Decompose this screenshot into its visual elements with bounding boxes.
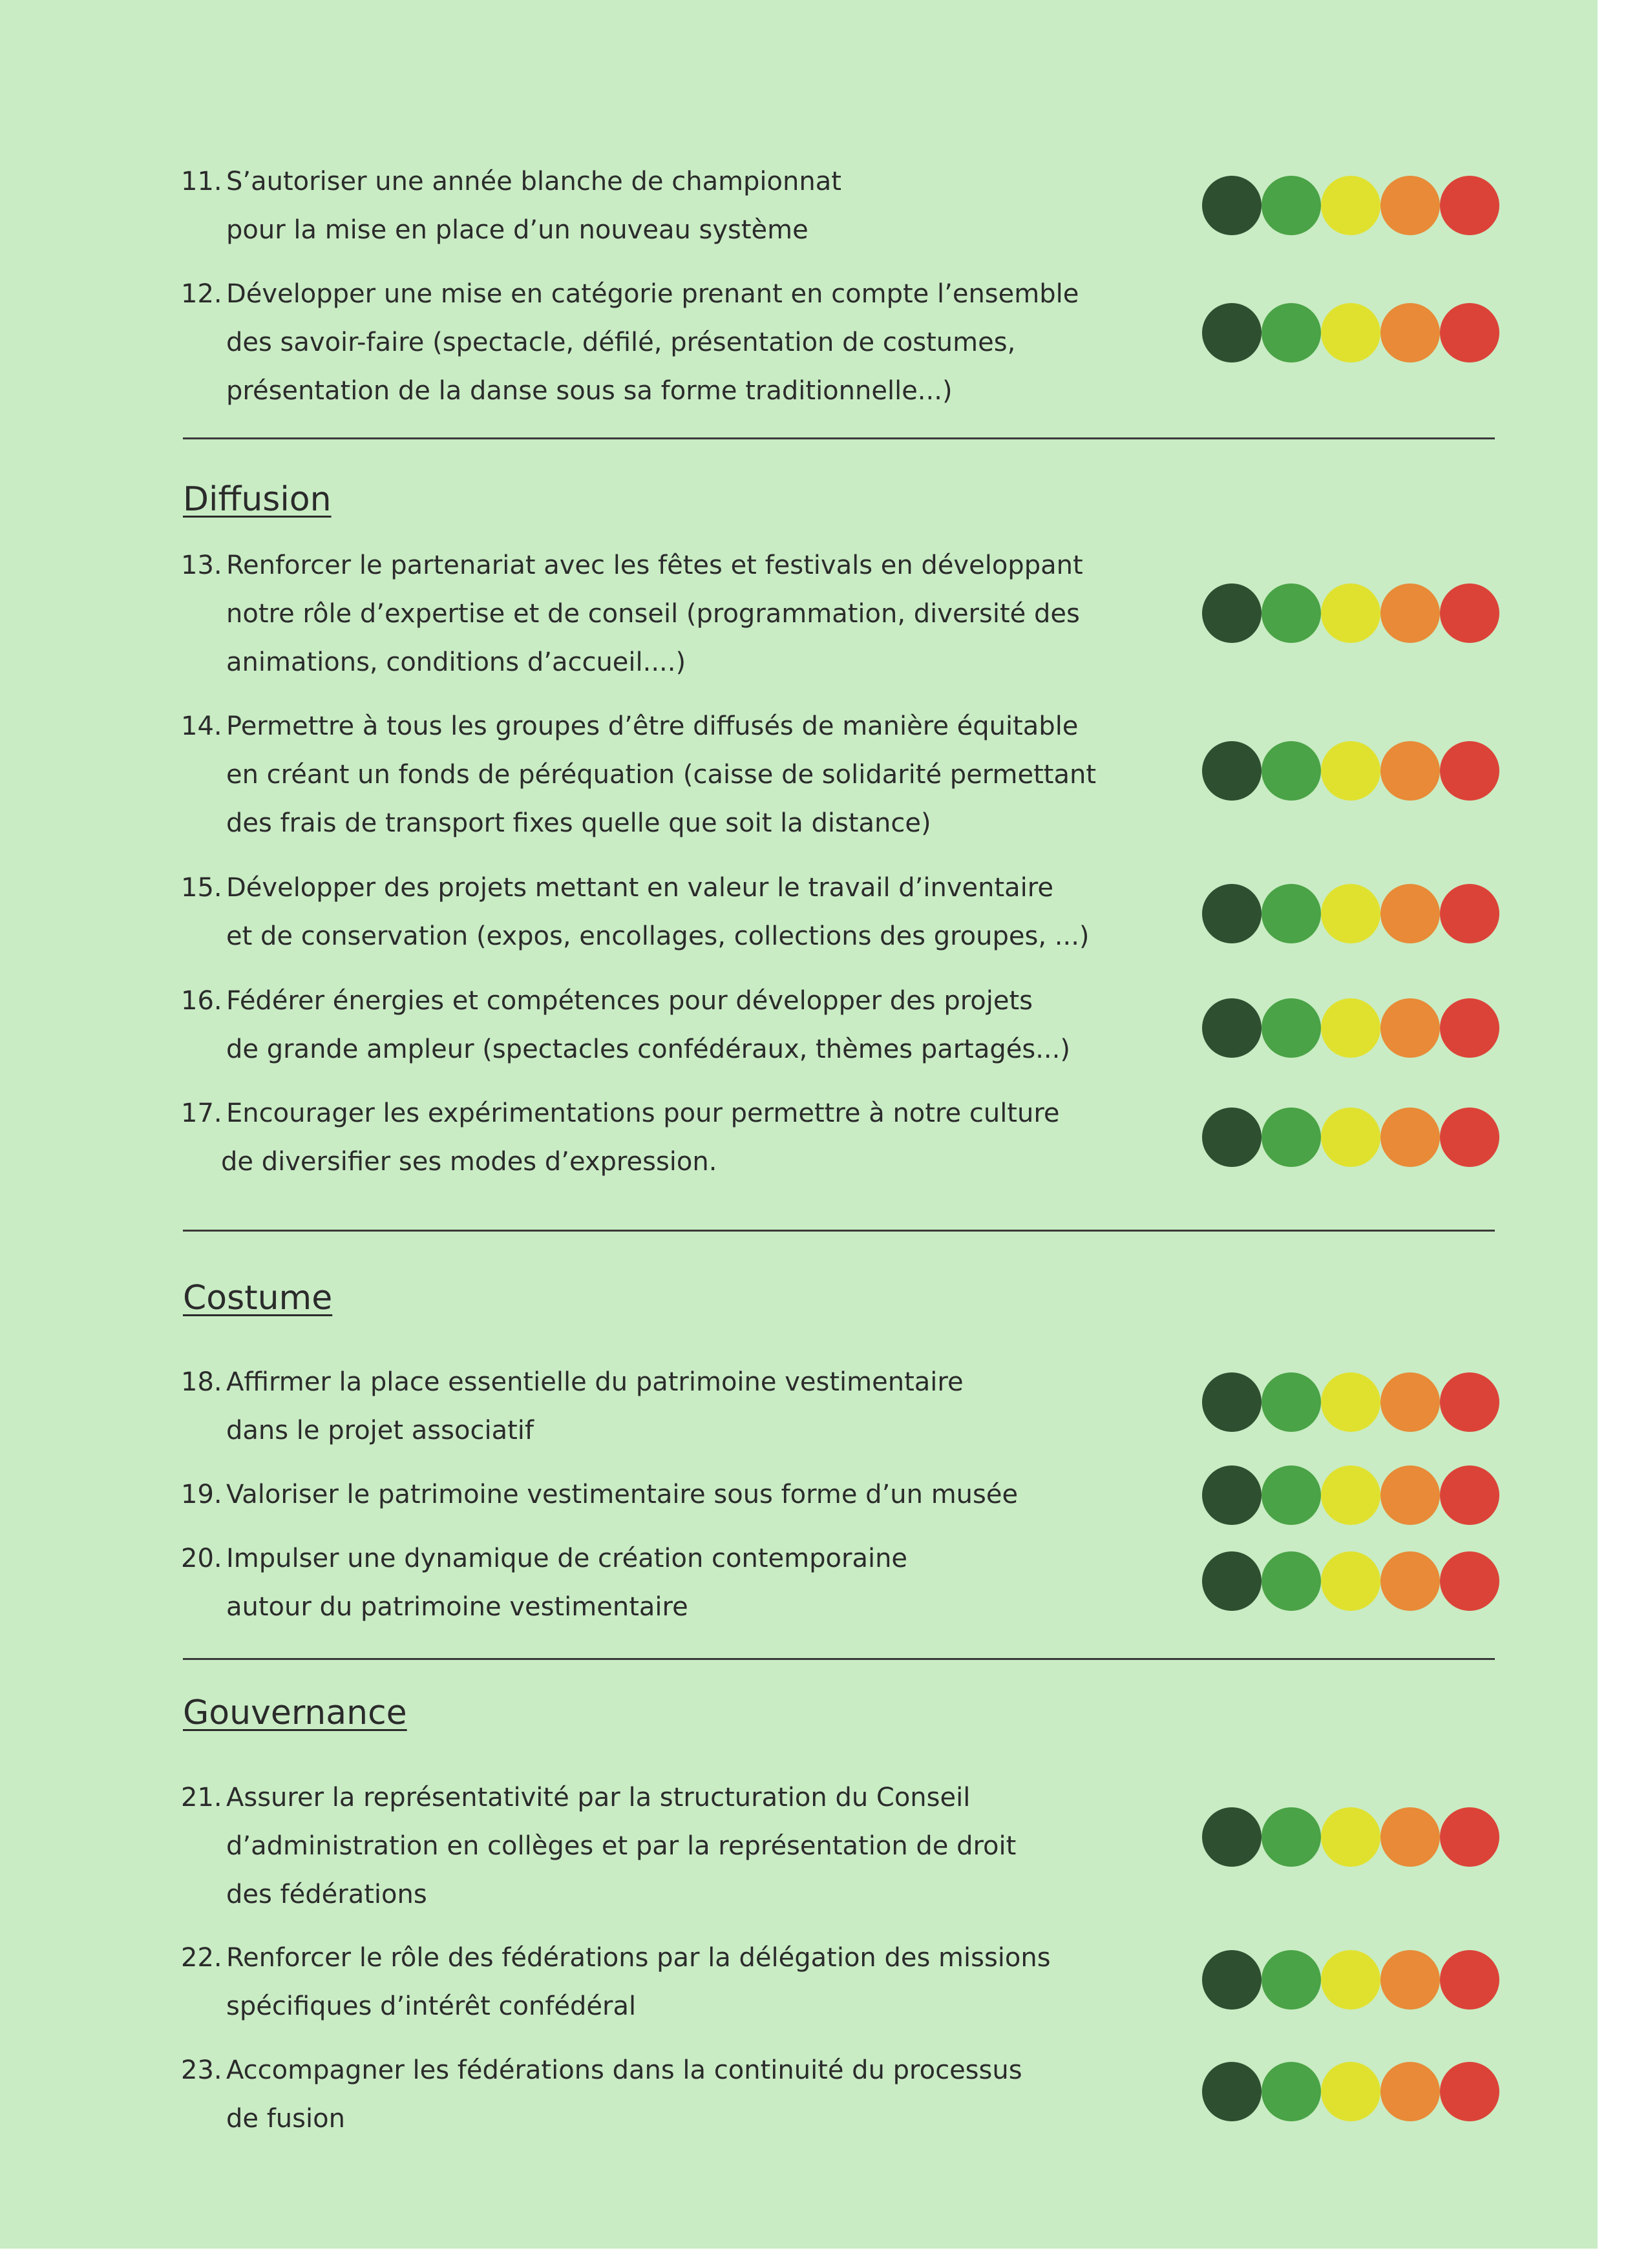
rating-14-dark-green-dot[interactable]	[1202, 741, 1262, 801]
proposal-14	[181, 702, 1163, 848]
rating-15-yellow-dot[interactable]	[1321, 884, 1380, 943]
rating-12-green-dot[interactable]	[1262, 303, 1321, 362]
proposal-14-text-1: Permettre à tous les groupes d’être diffusés de manière équitable	[226, 711, 1079, 741]
proposal-22-line-2: spécifiques d’intérêt confédéral	[226, 1991, 637, 2021]
rating-11-green-dot[interactable]	[1262, 176, 1321, 235]
section-heading-costume: Costume	[183, 1279, 333, 1318]
proposal-21	[181, 1774, 1163, 1919]
proposal-14-line-2: en créant un fonds de péréquation (caisse de solidarité permettant	[226, 760, 1097, 790]
proposal-17	[181, 1089, 1163, 1186]
proposal-18-line-2: dans le projet associatif	[226, 1416, 534, 1445]
proposal-20	[181, 1535, 1163, 1632]
rating-15-green-dot[interactable]	[1262, 884, 1321, 943]
proposal-19	[181, 1471, 1163, 1519]
proposal-18-line-1	[181, 1358, 1163, 1407]
proposal-23-text-1: Accompagner les fédérations dans la continuité du processus	[226, 2055, 1022, 2085]
proposal-12-line-2: des savoir-faire (spectacle, défilé, présentation de costumes,	[226, 328, 1016, 357]
section-heading-diffusion: Diffusion	[183, 480, 332, 519]
rating-15[interactable]	[1202, 884, 1501, 943]
rating-21-yellow-dot[interactable]	[1321, 1807, 1380, 1867]
rating-20-green-dot[interactable]	[1262, 1551, 1321, 1611]
rating-14[interactable]	[1202, 741, 1501, 801]
proposal-13-text-1: Renforcer le partenariat avec les fêtes et festivals en développant	[226, 551, 1083, 580]
proposal-11	[181, 158, 1163, 255]
rating-15-red-dot[interactable]	[1440, 884, 1499, 943]
proposal-16-line-2: de grande ampleur (spectacles confédéraux, thèmes partagés...)	[226, 1034, 1070, 1064]
proposal-15	[181, 864, 1163, 961]
rating-23-green-dot[interactable]	[1262, 2062, 1321, 2121]
proposal-21-text-1: Assurer la représentativité par la structuration du Conseil	[226, 1783, 971, 1812]
proposal-23-number: 23.	[181, 2055, 222, 2085]
proposal-23-line-1	[181, 2046, 1163, 2095]
rating-11[interactable]	[1202, 176, 1501, 235]
rating-15-dark-green-dot[interactable]	[1202, 884, 1262, 943]
rating-21-dark-green-dot[interactable]	[1202, 1807, 1262, 1867]
rating-22-green-dot[interactable]	[1262, 1950, 1321, 2010]
rating-19[interactable]	[1202, 1465, 1501, 1525]
proposal-19-number: 19.	[181, 1480, 222, 1509]
proposal-12-line-1	[181, 270, 1163, 319]
proposal-19-text-1: Valoriser le patrimoine vestimentaire sous forme d’un musée	[226, 1480, 1019, 1509]
rating-18[interactable]	[1202, 1372, 1501, 1432]
proposal-23	[181, 2046, 1163, 2143]
rating-19-green-dot[interactable]	[1262, 1465, 1321, 1525]
rating-16[interactable]	[1202, 998, 1501, 1058]
proposal-17-text-1: Encourager les expérimentations pour permettre à notre culture	[226, 1098, 1060, 1128]
rating-11-dark-green-dot[interactable]	[1202, 176, 1262, 235]
rating-12-orange-dot[interactable]	[1380, 303, 1440, 362]
rating-17-green-dot[interactable]	[1262, 1108, 1321, 1167]
rating-16-orange-dot[interactable]	[1380, 998, 1440, 1058]
rating-23-orange-dot[interactable]	[1380, 2062, 1440, 2121]
rating-22[interactable]	[1202, 1950, 1501, 2010]
proposal-21-line-3: des fédérations	[226, 1880, 427, 1909]
rating-18-yellow-dot[interactable]	[1321, 1372, 1380, 1432]
rating-18-red-dot[interactable]	[1440, 1372, 1499, 1432]
rating-11-orange-dot[interactable]	[1380, 176, 1440, 235]
section-divider-1	[183, 437, 1495, 439]
rating-16-green-dot[interactable]	[1262, 998, 1321, 1058]
proposal-21-number: 21.	[181, 1783, 222, 1812]
proposal-19-line-1	[181, 1471, 1163, 1519]
proposal-20-text-1: Impulser une dynamique de création contemporaine	[226, 1544, 908, 1573]
rating-20-yellow-dot[interactable]	[1321, 1551, 1380, 1611]
proposal-18-number: 18.	[181, 1367, 222, 1397]
rating-22-red-dot[interactable]	[1440, 1950, 1499, 2010]
rating-21-green-dot[interactable]	[1262, 1807, 1321, 1867]
proposal-11-number: 11.	[181, 167, 222, 196]
proposal-16	[181, 977, 1163, 1074]
proposal-22	[181, 1934, 1163, 2031]
proposal-20-line-2: autour du patrimoine vestimentaire	[226, 1592, 688, 1622]
rating-14-green-dot[interactable]	[1262, 741, 1321, 801]
rating-23[interactable]	[1202, 2062, 1501, 2121]
rating-16-dark-green-dot[interactable]	[1202, 998, 1262, 1058]
proposal-15-line-2: et de conservation (expos, encollages, collections des groupes, ...)	[226, 921, 1090, 951]
rating-22-yellow-dot[interactable]	[1321, 1950, 1380, 2010]
proposal-12	[181, 270, 1163, 415]
proposal-15-line-1	[181, 864, 1163, 912]
rating-13-dark-green-dot[interactable]	[1202, 583, 1262, 643]
proposal-14-line-1	[181, 702, 1163, 751]
proposal-16-line-1	[181, 977, 1163, 1025]
rating-13-green-dot[interactable]	[1262, 583, 1321, 643]
rating-14-red-dot[interactable]	[1440, 741, 1499, 801]
proposal-14-line-3: des frais de transport fixes quelle que soit la distance)	[226, 808, 931, 838]
rating-21-red-dot[interactable]	[1440, 1807, 1499, 1867]
proposal-17-line-1	[181, 1089, 1163, 1138]
rating-19-red-dot[interactable]	[1440, 1465, 1499, 1525]
proposal-17-number: 17.	[181, 1098, 222, 1128]
rating-21-orange-dot[interactable]	[1380, 1807, 1440, 1867]
section-divider-2	[183, 1230, 1495, 1232]
proposal-15-text-1: Développer des projets mettant en valeur le travail d’inventaire	[226, 873, 1053, 903]
rating-23-red-dot[interactable]	[1440, 2062, 1499, 2121]
proposal-13	[181, 541, 1163, 687]
proposal-23-line-2: de fusion	[226, 2104, 345, 2134]
rating-22-dark-green-dot[interactable]	[1202, 1950, 1262, 2010]
rating-20[interactable]	[1202, 1551, 1501, 1611]
rating-19-orange-dot[interactable]	[1380, 1465, 1440, 1525]
rating-22-orange-dot[interactable]	[1380, 1950, 1440, 2010]
section-divider-3	[183, 1658, 1495, 1660]
proposal-22-line-1	[181, 1934, 1163, 1982]
proposal-13-line-2: notre rôle d’expertise et de conseil (programmation, diversité des	[226, 599, 1080, 629]
rating-17-dark-green-dot[interactable]	[1202, 1108, 1262, 1167]
rating-13-red-dot[interactable]	[1440, 583, 1499, 643]
proposal-12-number: 12.	[181, 279, 222, 309]
proposal-18	[181, 1358, 1163, 1455]
rating-12-red-dot[interactable]	[1440, 303, 1499, 362]
proposal-11-line-1	[181, 158, 1163, 206]
rating-15-orange-dot[interactable]	[1380, 884, 1440, 943]
rating-17-yellow-dot[interactable]	[1321, 1108, 1380, 1167]
proposal-13-line-1	[181, 541, 1163, 590]
proposal-21-line-1	[181, 1774, 1163, 1822]
proposal-17-line-2: de diversifier ses modes d’expression.	[221, 1147, 717, 1177]
rating-12-dark-green-dot[interactable]	[1202, 303, 1262, 362]
rating-12-yellow-dot[interactable]	[1321, 303, 1380, 362]
proposal-22-number: 22.	[181, 1943, 222, 1973]
rating-11-yellow-dot[interactable]	[1321, 176, 1380, 235]
rating-21[interactable]	[1202, 1807, 1501, 1867]
rating-17[interactable]	[1202, 1108, 1501, 1167]
proposal-11-text-1: S’autoriser une année blanche de championnat	[226, 167, 841, 196]
rating-12[interactable]	[1202, 303, 1501, 362]
proposal-16-number: 16.	[181, 986, 222, 1016]
proposal-11-line-2: pour la mise en place d’un nouveau système	[226, 215, 808, 245]
proposal-18-text-1: Affirmer la place essentielle du patrimoine vestimentaire	[226, 1367, 964, 1397]
rating-18-dark-green-dot[interactable]	[1202, 1372, 1262, 1432]
proposal-12-line-3: présentation de la danse sous sa forme traditionnelle...)	[226, 376, 953, 406]
rating-18-orange-dot[interactable]	[1380, 1372, 1440, 1432]
rating-13-orange-dot[interactable]	[1380, 583, 1440, 643]
section-heading-gouvernance: Gouvernance	[183, 1694, 407, 1732]
proposal-16-text-1: Fédérer énergies et compétences pour développer des projets	[226, 986, 1033, 1016]
proposal-20-number: 20.	[181, 1544, 222, 1573]
rating-19-yellow-dot[interactable]	[1321, 1465, 1380, 1525]
rating-20-red-dot[interactable]	[1440, 1551, 1499, 1611]
rating-17-orange-dot[interactable]	[1380, 1108, 1440, 1167]
rating-16-red-dot[interactable]	[1440, 998, 1499, 1058]
rating-13-yellow-dot[interactable]	[1321, 583, 1380, 643]
rating-14-yellow-dot[interactable]	[1321, 741, 1380, 801]
proposal-21-line-2: d’administration en collèges et par la représentation de droit	[226, 1831, 1017, 1861]
rating-20-orange-dot[interactable]	[1380, 1551, 1440, 1611]
proposal-13-line-3: animations, conditions d’accueil....)	[226, 647, 686, 677]
rating-14-orange-dot[interactable]	[1380, 741, 1440, 801]
rating-16-yellow-dot[interactable]	[1321, 998, 1380, 1058]
rating-11-red-dot[interactable]	[1440, 176, 1499, 235]
proposal-12-text-1: Développer une mise en catégorie prenant en compte l’ensemble	[226, 279, 1079, 309]
rating-18-green-dot[interactable]	[1262, 1372, 1321, 1432]
proposal-15-number: 15.	[181, 873, 222, 903]
rating-23-dark-green-dot[interactable]	[1202, 2062, 1262, 2121]
proposal-14-number: 14.	[181, 711, 222, 741]
rating-20-dark-green-dot[interactable]	[1202, 1551, 1262, 1611]
rating-13[interactable]	[1202, 583, 1501, 643]
rating-17-red-dot[interactable]	[1440, 1108, 1499, 1167]
proposal-22-text-1: Renforcer le rôle des fédérations par la délégation des missions	[226, 1943, 1051, 1973]
proposal-20-line-1	[181, 1535, 1163, 1583]
rating-19-dark-green-dot[interactable]	[1202, 1465, 1262, 1525]
rating-23-yellow-dot[interactable]	[1321, 2062, 1380, 2121]
proposal-13-number: 13.	[181, 551, 222, 580]
